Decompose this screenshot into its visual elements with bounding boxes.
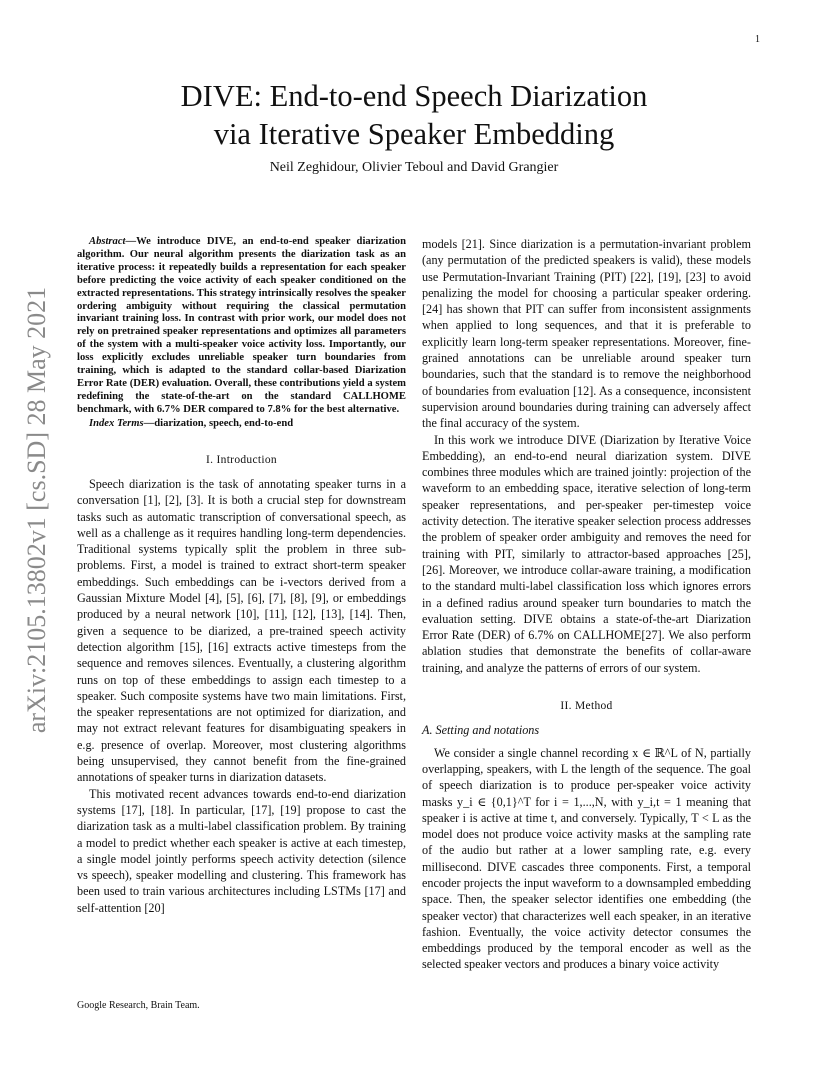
title-line-1: DIVE: End-to-end Speech Diarization bbox=[180, 79, 648, 113]
left-column bbox=[77, 236, 406, 916]
index-terms bbox=[77, 417, 406, 430]
section-heading-method: II. Method bbox=[560, 700, 613, 713]
intro-paragraph-1: Speech diarization is the task of annotating speaker turns in a conversation [1], [2], [3]. It is both a crucial step for downstream tasks such as automatic transcription of conversational speech, as well as a challenge as it requires handling long-term dependencies. Traditional systems typically split the problem in three sub-problems. First, a model is trained to extract short-term speaker embeddings. Such embeddings can be i-vectors derived from a Gaussian Mixture Model [4], [5], [6], [7], [8], [9], or embeddings produced by a neural network [10], [11], [12], [13], [14]. Then, given a sequence to be diarized, a pre-trained speech activity detection algorithm [15], [16] extracts active timesteps from the sequence and removes silences. Eventually, a clustering algorithm runs on top of these embeddings to assign each timestep to a speaker. Such composite systems have two main limitations. First, the speaker representations are not optimized for diarization, and may not extract relevant features for disambiguating speakers in e.g. presence of overlap. Moreover, most clustering algorithms being unsupervised, they cannot benefit from the fine-grained annotations of speaker turns in diarization datasets. bbox=[77, 476, 406, 785]
section-heading-introduction: I. Introduction bbox=[206, 453, 277, 466]
right-paragraph-1: models [21]. Since diarization is a permutation-invariant problem (any permutation of the predicted speakers is valid), these models use Permutation-Invariant Training (PIT) [22], [19], [23] to avoid penalizing the model for choosing a particular speaker ordering. [24] has shown that PIT can suffer from inconsistent assignments when applied to long sequences, and that it is preferable to explicitly learn long-term speaker representations. Moreover, fine-grained annotations can be unreliable around speaker turn boundaries, such that the standard is to remove the neighborhood of boundaries from evaluation [12]. As a consequence, inconsistent supervision around boundaries during training can adversely affect the final accuracy of the system. bbox=[422, 237, 751, 431]
arxiv-stamp-container bbox=[22, 285, 52, 735]
subsection-heading-setting: A. Setting and notations bbox=[422, 723, 540, 738]
index-terms-label: Index Terms bbox=[89, 417, 144, 429]
abstract-label: Abstract bbox=[89, 236, 126, 247]
abstract bbox=[77, 236, 406, 417]
footnote: Google Research, Brain Team. bbox=[77, 1000, 200, 1011]
authors: Neil Zeghidour, Olivier Teboul and David Grangier bbox=[269, 160, 559, 175]
title-line-2: via Iterative Speaker Embedding bbox=[213, 117, 615, 151]
page-number: 1 bbox=[755, 34, 760, 45]
abstract-text: —We introduce DIVE, an end-to-end speaker diarization algorithm. Our neural algorithm presents the diarization task as an iterative process: it repeatedly builds a representation for each speaker before predicting the voice activity of each speaker conditioned on the extracted representations. This strategy intrinsically resolves the speaker ordering ambiguity without requiring the classical permutation invariant training loss. In contrast with prior work, our model does not rely on pretrained speaker representations and optimizes all parameters of the system with a multi-speaker voice activity loss. Importantly, our loss explicitly excludes unreliable speaker turn boundaries from training, which is adapted to the standard collar-based Diarization Error Rate (DER) evaluation. Overall, these contributions yield a system redefining the state-of-the-art on the standard CALLHOME benchmark, with 6.7% DER compared to 7.8% for the best alternative. bbox=[77, 236, 406, 415]
right-column bbox=[422, 236, 751, 973]
arxiv-stamp: arXiv:2105.13802v1 [cs.SD] 28 May 2021 bbox=[22, 286, 51, 734]
right-paragraph-2: In this work we introduce DIVE (Diarization by Iterative Voice Embedding), an end-to-end neural diarization system. DIVE combines three modules which are trained jointly: projection of the waveform to an embedding space, iterative selection of long-term speaker representations, and per-speaker per-timestep voice activity detection. The iterative speaker selection process addresses the problem of speaker order ambiguity and removes the need for training with PIT, similarly to attractor-based approaches [25], [26]. Moreover, we introduce collar-aware training, a modification to the standard multi-label classification loss which ignores errors in a defined radius around speaker turn boundaries to match the evaluation setting. DIVE obtains a state-of-the-art Diarization Error Rate (DER) of 6.7% on CALLHOME[27]. We also perform ablation studies that demonstrate the benefits of collar-aware training, and analyze the patterns of errors of our system. bbox=[422, 432, 751, 675]
index-terms-text: —diarization, speech, end-to-end bbox=[143, 417, 294, 429]
paper-title bbox=[70, 77, 758, 153]
method-paragraph-1: We consider a single channel recording x ∈ ℝ^L of N, partially overlapping, speakers, with L the length of the sequence. The goal of speech diarization is to produce per-speaker voice activity masks y_i ∈ {0,1}^T for i = 1,...,N, with y_i,t = 1 meaning that speaker i is active at time t, and conversely. Typically, T < L as the model does not produce voice activity masks at the sampling rate of the audio but rather at a lower sampling rate, e.g. every millisecond. DIVE cascades three components. First, a temporal encoder projects the input waveform to a downsampled embedding space. Then, the speaker selector identifies one embedding (the speaker vector) that characterizes well each speaker, in an iterative fashion. Eventually, the voice activity detector consumes the embeddings produced by the temporal encoder as well as the selected speaker vectors and produces a binary voice activity bbox=[422, 745, 751, 972]
intro-paragraph-2: This motivated recent advances towards end-to-end diarization systems [17], [18]. In particular, [17], [19] propose to cast the diarization task as a multi-label classification problem. By training a model to predict whether each speaker is active at each timestep, a single model jointly performs speech activity detection (silence vs speech), speaker modelling and clustering. This framework has been used to train various architectures including LSTMs [17] and self-attention [20] bbox=[77, 786, 406, 915]
